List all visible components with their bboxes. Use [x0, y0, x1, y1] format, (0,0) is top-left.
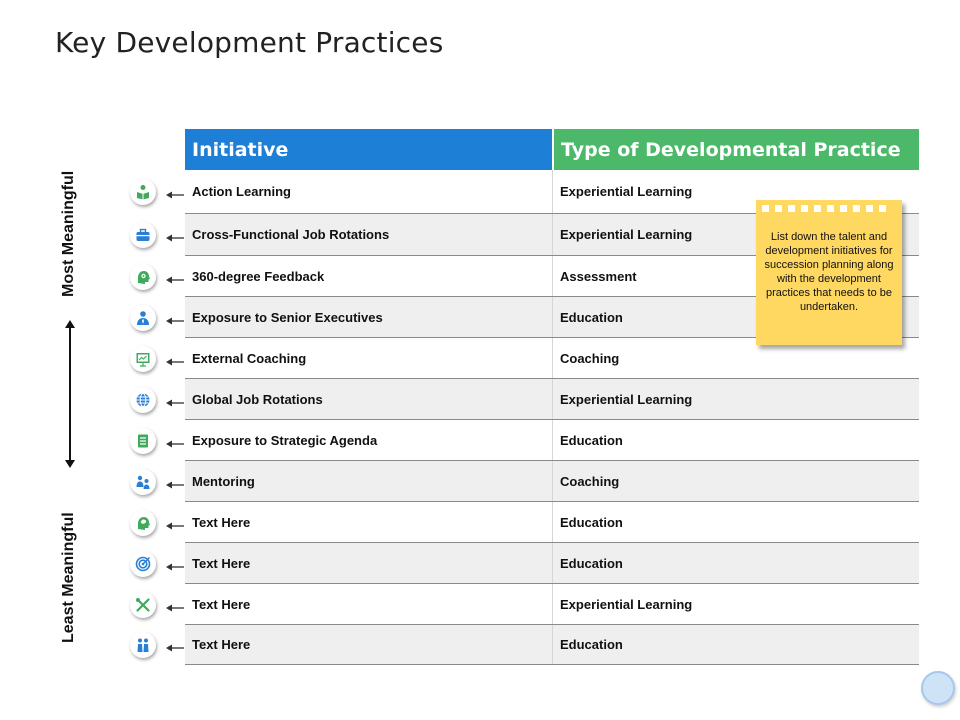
initiative-cell: Text Here [192, 637, 251, 652]
header-initiative: Initiative [185, 129, 552, 170]
initiative-cell: Action Learning [192, 184, 291, 199]
left-arrow-icon [166, 559, 184, 569]
icon-row [128, 420, 188, 461]
checklist-icon [130, 428, 156, 454]
table-row [185, 461, 919, 502]
least-meaningful-label: Least Meaningful [60, 512, 77, 643]
icon-column [128, 170, 188, 665]
initiative-cell: Exposure to Strategic Agenda [192, 432, 378, 448]
sticky-note-text: List down the talent and development initiatives for succession planning along with the development practices that needs to be undertaken. [764, 231, 894, 313]
initiative-cell: Global Job Rotations [192, 391, 323, 407]
practice-cell: Coaching [552, 338, 919, 378]
corner-circle [921, 671, 955, 705]
initiative-cell: External Coaching [192, 350, 307, 366]
practice-cell: Experiential Learning [552, 379, 919, 419]
briefcase-icon [130, 222, 156, 248]
left-arrow-icon [166, 272, 184, 282]
left-arrow-icon [166, 600, 184, 610]
initiative-cell: Exposure to Senior Executives [192, 309, 383, 325]
icon-row [128, 338, 188, 379]
icon-row [128, 214, 188, 256]
icon-row [128, 297, 188, 338]
axis-arrow-down [65, 460, 75, 468]
initiative-cell: Text Here [192, 514, 251, 530]
initiative-cell: Cross-Functional Job Rotations [192, 227, 390, 242]
initiative-cell: 360-degree Feedback [192, 268, 325, 284]
table-row [185, 625, 919, 665]
left-arrow-icon [166, 518, 184, 528]
icon-row [128, 502, 188, 543]
practice-cell: Education [552, 625, 919, 664]
practice-cell: Coaching [552, 461, 919, 501]
icon-row [128, 379, 188, 420]
sticky-note [756, 200, 902, 345]
icon-row [128, 256, 188, 297]
practice-cell: Experiential Learning [552, 170, 919, 213]
table-row [185, 420, 919, 461]
practice-cell: Experiential Learning [552, 584, 919, 624]
globe-icon [130, 387, 156, 413]
head-gear-icon [130, 264, 156, 290]
tools-icon [130, 592, 156, 618]
mentor-icon [130, 469, 156, 495]
executive-icon [130, 305, 156, 331]
axis-line [69, 326, 71, 464]
table-row [185, 379, 919, 420]
page-title: Key Development Practices [55, 26, 444, 59]
left-arrow-icon [166, 313, 184, 323]
left-arrow-icon [166, 187, 184, 197]
left-arrow-icon [166, 395, 184, 405]
table-row [185, 584, 919, 625]
initiative-cell: Mentoring [192, 473, 255, 489]
head-brain-icon [130, 510, 156, 536]
table-row [185, 502, 919, 543]
target-icon [130, 551, 156, 577]
practice-cell: Education [552, 297, 919, 337]
initiative-cell: Text Here [192, 596, 251, 612]
header-practice-type: Type of Developmental Practice [552, 129, 919, 170]
presentation-board-icon [130, 346, 156, 372]
practice-cell: Assessment [552, 256, 919, 296]
team-icon [130, 632, 156, 658]
practice-cell: Education [552, 543, 919, 583]
initiative-cell: Text Here [192, 555, 251, 571]
table-header [185, 129, 919, 170]
sticky-note-holes [762, 205, 886, 212]
most-meaningful-label: Most Meaningful [60, 170, 77, 297]
left-arrow-icon [166, 230, 184, 240]
reading-person-icon [130, 179, 156, 205]
table-row [185, 543, 919, 584]
icon-row [128, 625, 188, 665]
icon-row [128, 543, 188, 584]
icon-row [128, 584, 188, 625]
practice-cell: Education [552, 502, 919, 542]
icon-row [128, 461, 188, 502]
left-arrow-icon [166, 354, 184, 364]
practice-cell: Education [552, 420, 919, 460]
practice-cell: Experiential Learning [552, 214, 919, 255]
left-arrow-icon [166, 436, 184, 446]
icon-row [128, 170, 188, 214]
left-arrow-icon [166, 477, 184, 487]
left-arrow-icon [166, 640, 184, 650]
